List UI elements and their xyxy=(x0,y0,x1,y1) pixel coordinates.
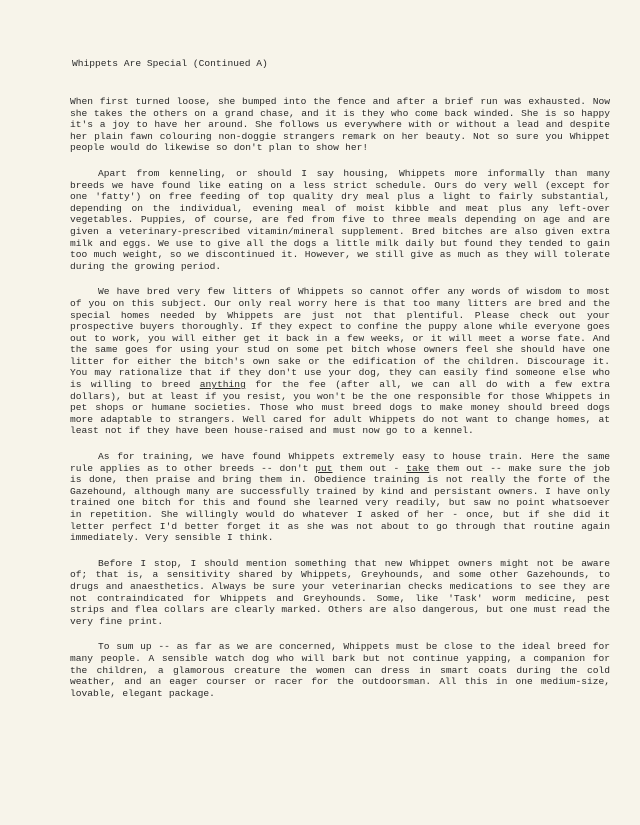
paragraph-4-part-2: them out - xyxy=(332,462,407,474)
paragraph-3-part-2: for the fee (after all, we can all do with a few extra dollars), but at least if you resist, you won't be the one responsible for those Whippets in pet shops or humane societies. Those who must breed dogs to make money should breed dogs more adaptable to strangers. Well cared for adult Whippets do not want to change homes, at least not if they have been house-raised and must now go to a kennel. xyxy=(70,379,610,437)
paragraph-6: To sum up -- as far as we are concerned, Whippets must be close to the ideal breed for many people. A sensible watch dog who will bark but not continue yapping, a companion for the children, a glamorous creature the women can dress in smart coats during the cold weather, and an eager courser or racer for the outdoorsman. All this in one medium-size, lovable, elegant package. xyxy=(70,641,610,699)
paragraph-2: Apart from kenneling, or should I say housing, Whippets more informally than many breeds we have found like eating on a less strict schedule. Ours do very well (except for one 'fatty') on free feeding of top quality dry meal plus a light to fairly substantial, depending on the individual, evening meal of moist kibble and meat plus any left-over vegetables. Puppies, of course, are fed from five to three meals depending on age and are given a veterinary-prescribed vitamin/mineral supplement. Bred bitches are also given extra milk and eggs. We use to give all the dogs a little milk daily but found they tended to gain too much weight, so we discontinued it. However, we still give as much as they will tolerate during the growing period. xyxy=(70,167,610,272)
paragraph-4-part-3: them out -- make sure the job is done, then praise and bring them in. Obedience training is not really the forte of the Gazehound, although many are successfully trained by kind and persistant owners. I have only trained one bitch for this and found she learned very readily, but saw no point whatsoever in repetition. She willingly would do whatever I asked of her - once, but if she did it letter perfect I'd better forget it as she was not about to go through that routine again immediately. Very sensible I think. xyxy=(70,462,611,544)
paragraph-3-part-1: We have bred very few litters of Whippets so cannot offer any words of wisdom to most of you on this subject. Our only real worry here is that too many litters are bred and the special homes needed by Whippets are just not that plentiful. Please check out your prospective buyers thoroughly. If they expect to confine the puppy alone while everyone goes out to work, you will either get it back in a few weeks, or it will meet a worse fate. And the same goes for using your stud on some pet bitch whose owners feel she should have one litter for either the bitch's own sake or the edification of the children. Discourage it. You may rationalize that if they don't use your dog, they can easily find someone else who is willing to breed xyxy=(70,286,610,391)
underlined-anything: anything xyxy=(199,379,246,391)
underlined-take: take xyxy=(406,462,430,474)
page-header: Whippets Are Special (Continued A) xyxy=(72,58,268,69)
paragraph-4-part-1: As for training, we have found Whippets extremely easy to house train. Here the same rule applies as to other breeds -- don't xyxy=(70,451,610,474)
paragraph-4 xyxy=(70,451,610,544)
paragraph-3 xyxy=(70,286,610,437)
body-text xyxy=(70,96,610,713)
paragraph-1: When first turned loose, she bumped into the fence and after a brief run was exhausted. Now she takes the others on a grand chase, and it is they who come back winded. She is so happy it's a joy to have her around. She follows us everywhere with or without a lead and despite her plain fawn colouring non-doggie strangers remark on her beauty. Not so sure you Whippet people would do likewise so don't plan to show her! xyxy=(70,96,610,154)
paragraph-5: Before I stop, I should mention something that new Whippet owners might not be aware of; that is, a sensitivity shared by Whippets, Greyhounds, and some other Gazehounds, to drugs and anaesthetics. Always be sure your veterinarian checks medications to see they are not contraindicated for Whippets and Greyhounds. Some, like 'Task' worm medicine, pest strips and flea collars are clearly marked. Others are also dangerous, but one must read the very fine print. xyxy=(70,557,610,627)
underlined-put: put xyxy=(315,462,333,474)
